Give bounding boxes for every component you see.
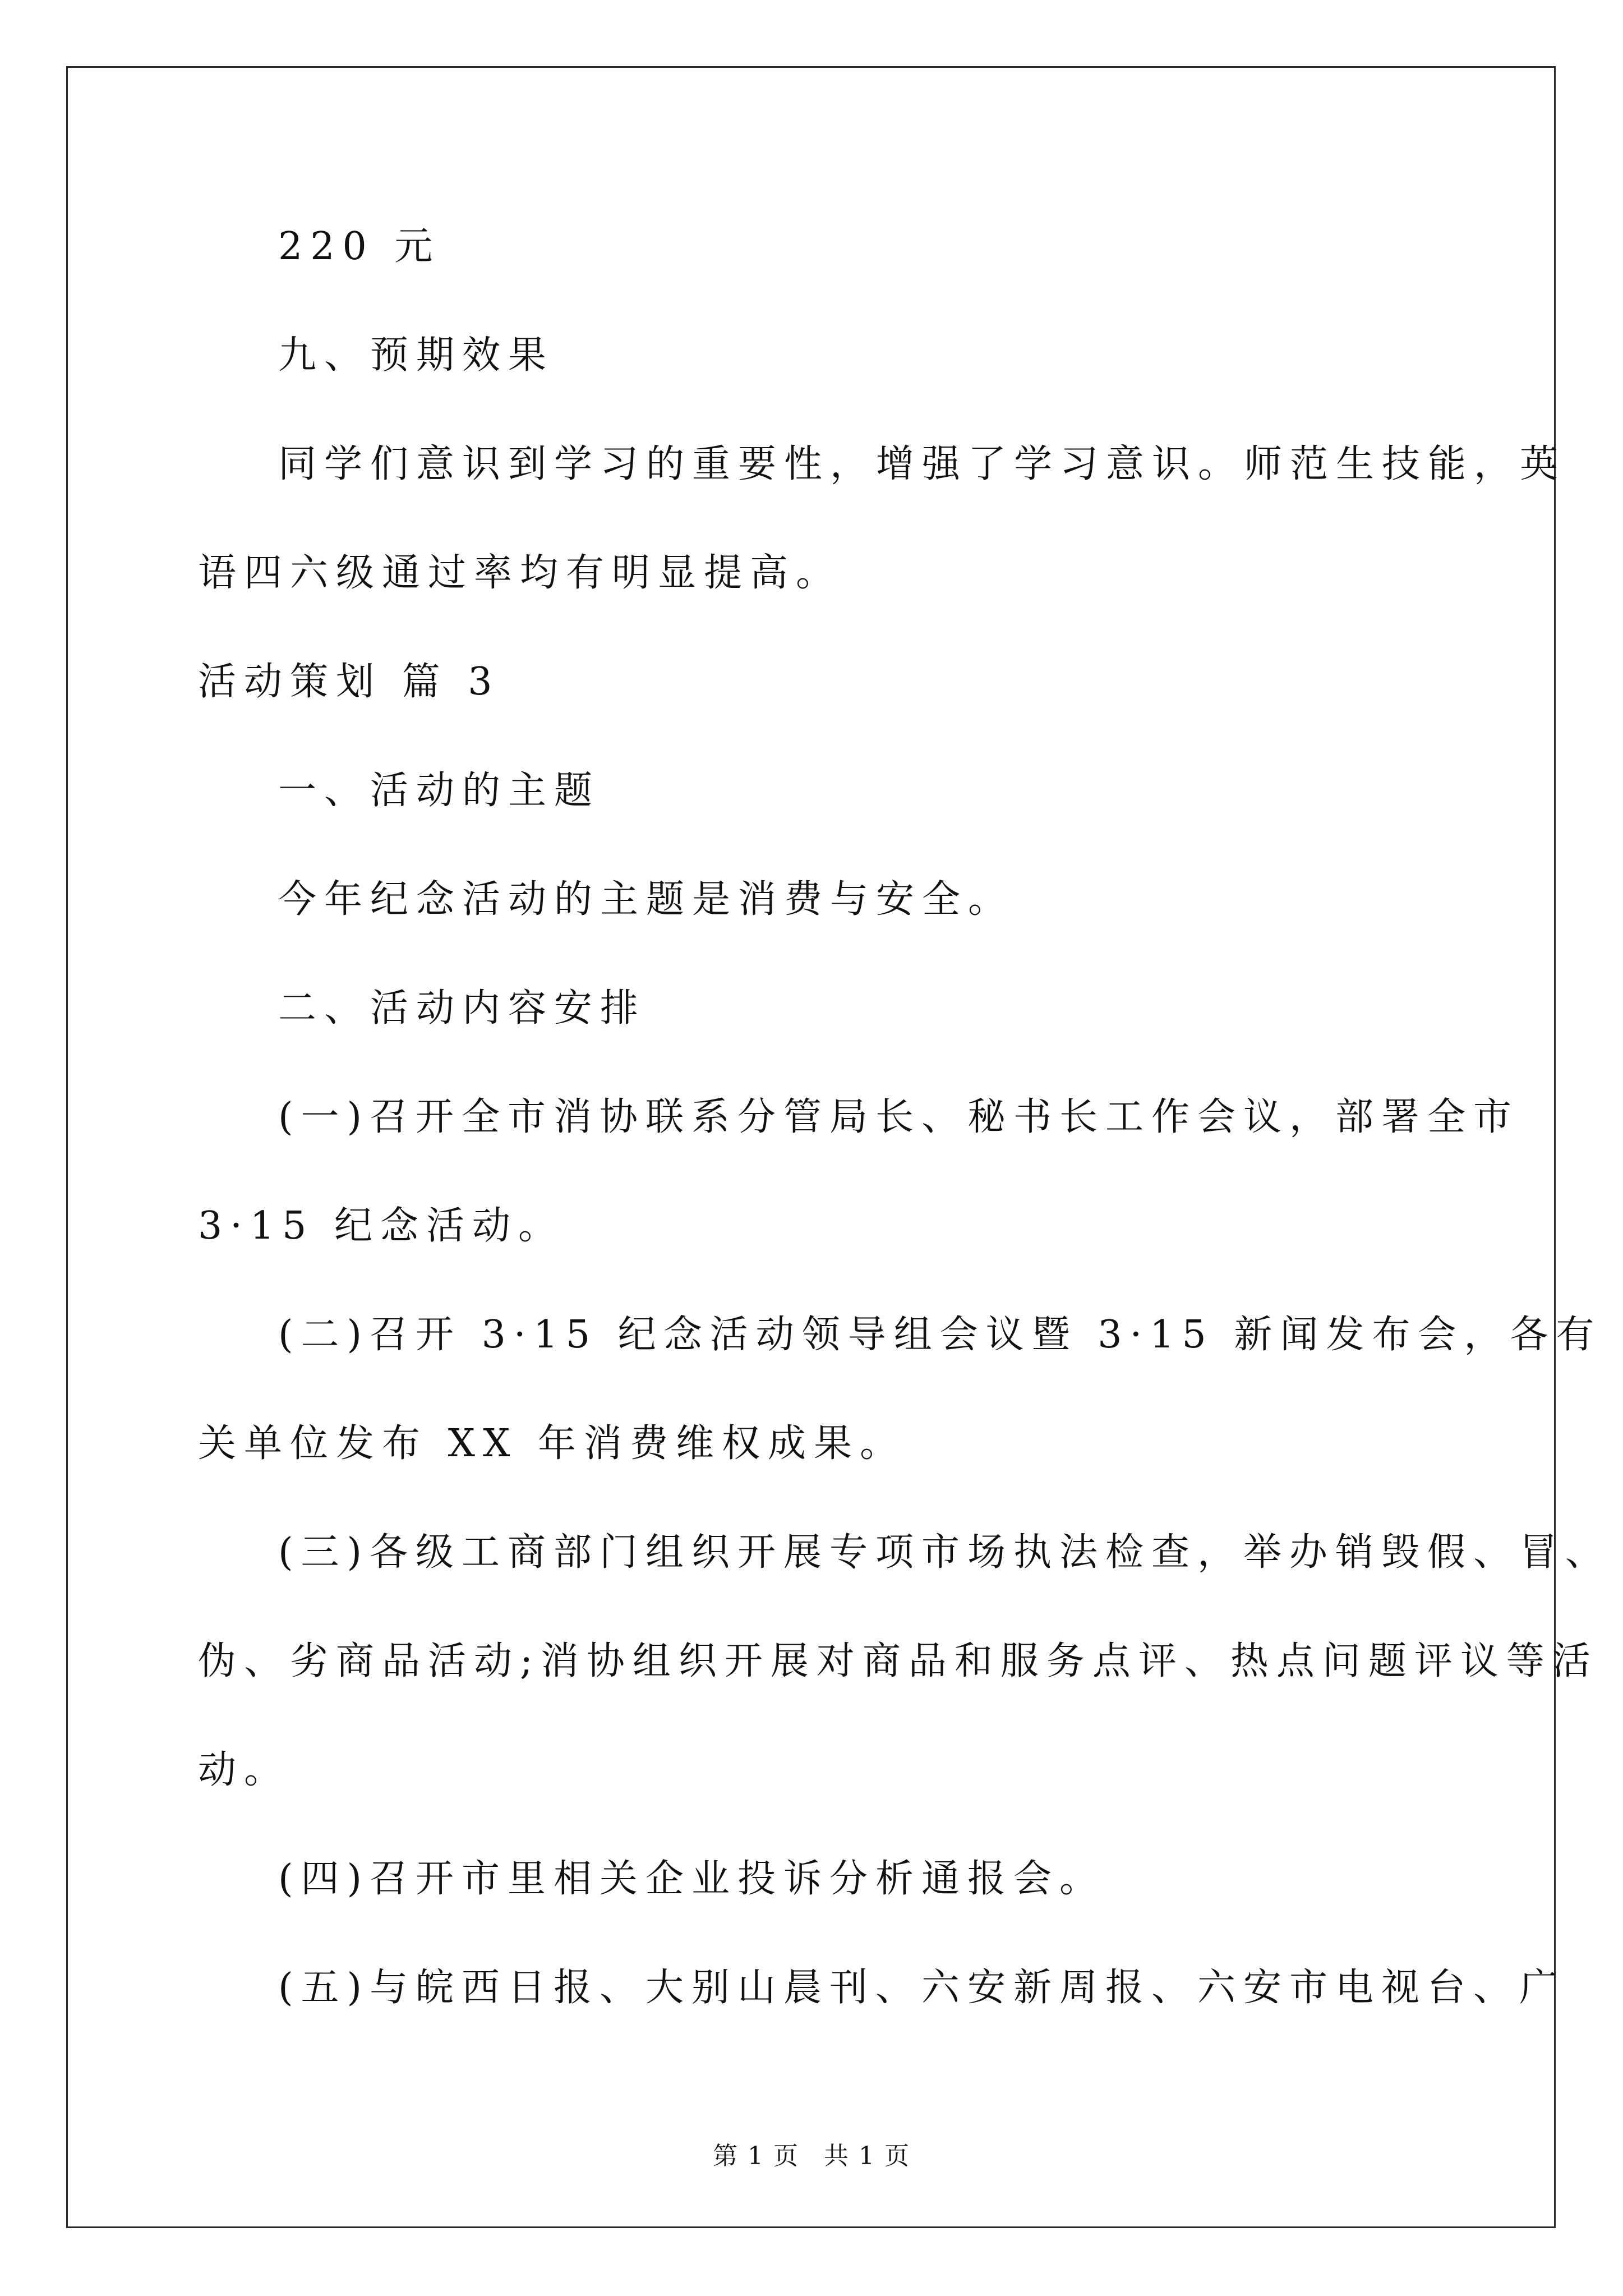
page-footer <box>0 2141 1623 2172</box>
paragraph-line: 今年纪念活动的主题是消费与安全。 <box>278 877 1015 922</box>
paragraph-line: (二)召开 3·15 纪念活动领导组会议暨 3·15 新闻发布会，各有 <box>278 1313 1602 1357</box>
page-total: 共 1 页 <box>824 2142 910 2170</box>
paragraph-line: (四)召开市里相关企业投诉分析通报会。 <box>278 1857 1106 1901</box>
section-heading: 九、预期效果 <box>278 333 555 378</box>
paragraph-line: 伪、劣商品活动;消协组织开展对商品和服务点评、热点问题评议等活 <box>198 1639 1598 1683</box>
paragraph-line: 同学们意识到学习的重要性，增强了学习意识。师范生技能，英 <box>278 442 1566 486</box>
document-body <box>198 0 1612 2188</box>
paragraph-line: 关单位发布 XX 年消费维权成果。 <box>198 1421 906 1466</box>
paragraph-line: 3·15 纪念活动。 <box>198 1204 565 1248</box>
text-line: 220 元 <box>278 224 441 269</box>
section-heading: 二、活动内容安排 <box>278 986 647 1030</box>
chapter-title: 活动策划 篇 3 <box>198 660 500 704</box>
page-number: 第 1 页 <box>713 2142 799 2170</box>
paragraph-line: (一)召开全市消协联系分管局长、秘书长工作会议，部署全市 <box>278 1095 1520 1139</box>
paragraph-line: (三)各级工商部门组织开展专项市场执法检查，举办销毁假、冒、 <box>278 1530 1612 1575</box>
paragraph-line: (五)与皖西日报、大别山晨刊、六安新周报、六安市电视台、广 <box>278 1966 1566 2010</box>
paragraph-line: 语四六级通过率均有明显提高。 <box>198 551 842 595</box>
section-heading: 一、活动的主题 <box>278 769 601 813</box>
paragraph-line: 动。 <box>198 1748 291 1792</box>
